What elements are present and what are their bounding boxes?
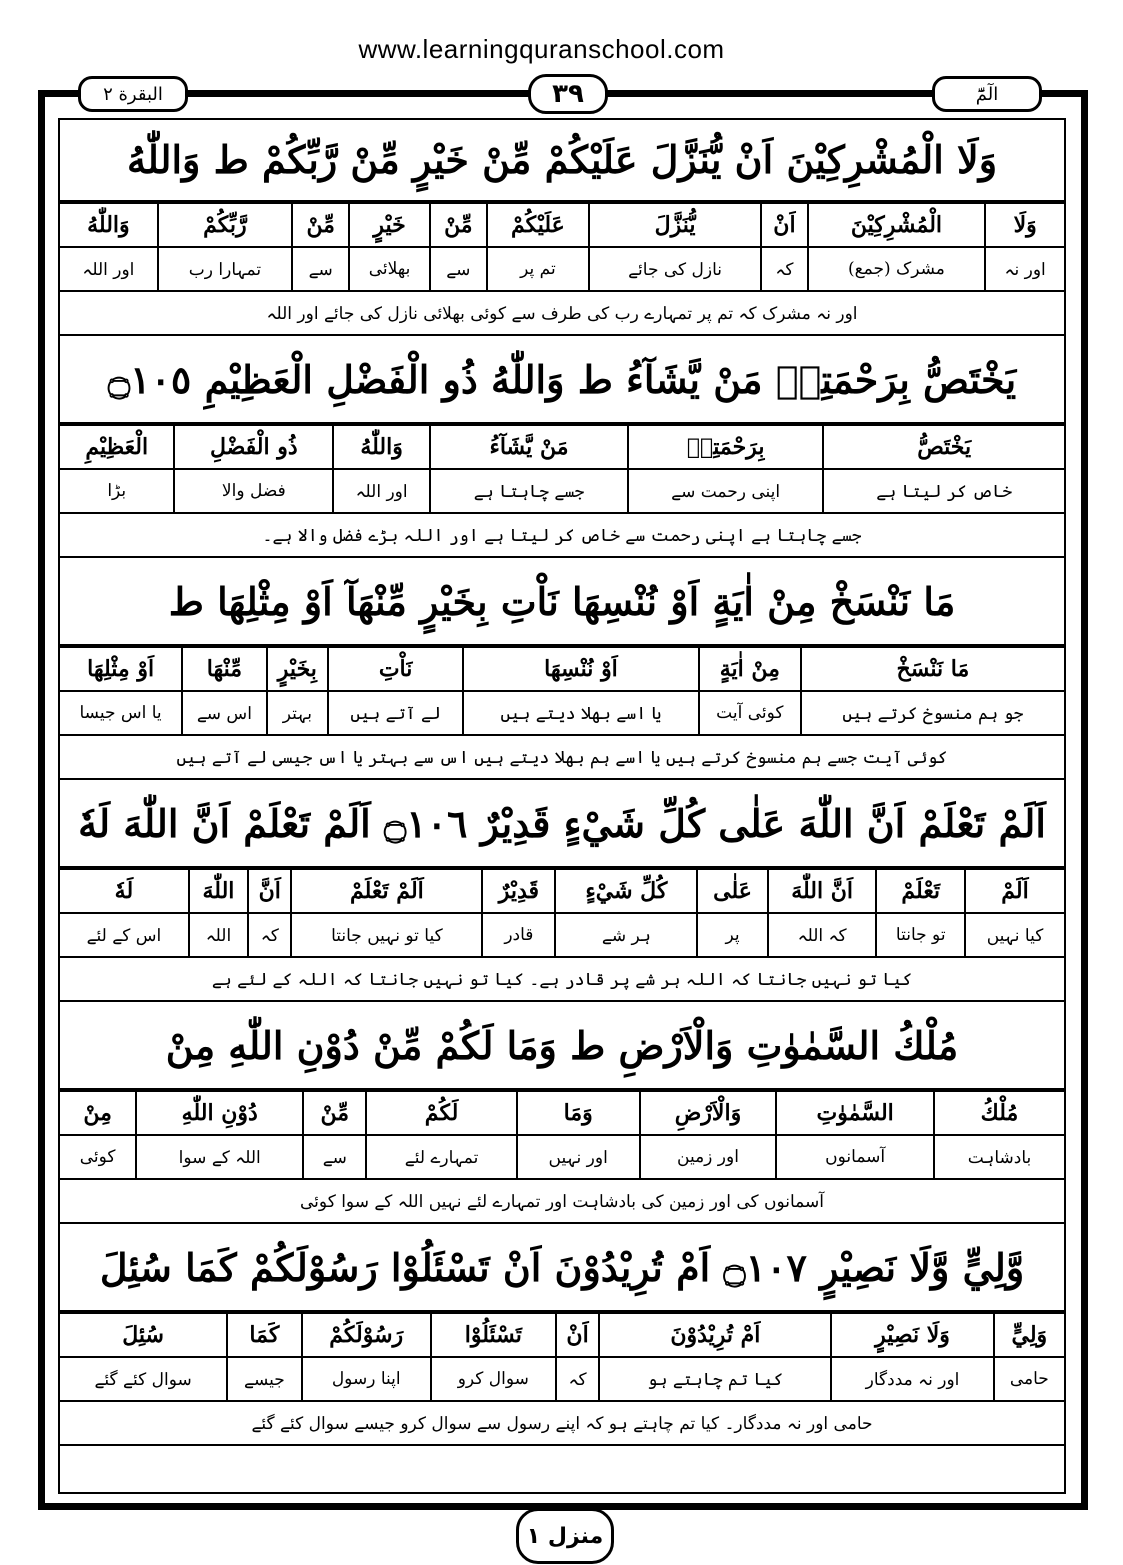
arabic-word: لَكُمْ [366,1091,516,1135]
arabic-word: مِّنْ [292,203,349,247]
urdu-meaning: خاص کر لیتا ہے [823,469,1065,513]
urdu-meaning: اور اللہ [333,469,430,513]
urdu-meaning: بڑا [59,469,174,513]
arabic-word: مَنْ يَّشَآءُ [430,425,628,469]
urdu-meaning: سے [292,247,349,291]
translation-line: آسمانوں کی اور زمین کی بادشاہت اور تمہارے لئے نہیں اللہ کے سوا کوئی [300,1191,824,1212]
arabic-words-row [59,203,1065,247]
urdu-meaning: اس کے لئے [59,913,189,957]
urdu-meaning: یا اسے بھلا دیتے ہیں [463,691,699,735]
urdu-meaning: بہتر [267,691,329,735]
urdu-meaning: اللہ [189,913,248,957]
arabic-words-row [59,1091,1065,1135]
urdu-meaning: اور زمین [640,1135,777,1179]
urdu-meaning: پر [697,913,768,957]
arabic-word: دُوْنِ اللّٰهِ [136,1091,303,1135]
ayah-line: وَّلِيٍّ وَّلَا نَصِيْرٍ ۝١٠٧ اَمْ تُرِيْدُوْنَ اَنْ تَسْئَلُوْا رَسُوْلَكُمْ كَمَا سُئِلَ [58,1224,1066,1312]
verse-section [58,336,1066,558]
arabic-word: تَعْلَمْ [876,869,965,913]
verse-sections [58,118,1066,1446]
urdu-meaning: قادر [482,913,555,957]
urdu-meaning: بھلائی [349,247,429,291]
arabic-word: مَا نَنْسَخْ [801,647,1065,691]
urdu-meaning: فضل والا [174,469,333,513]
arabic-word: اَنْ [556,1313,600,1357]
arabic-word: اَمْ تُرِيْدُوْنَ [599,1313,831,1357]
ayah-line: مَا نَنْسَخْ مِنْ اٰيَةٍ اَوْ نُنْسِهَا نَاْتِ بِخَيْرٍ مِّنْهَآ اَوْ مِثْلِهَا ط [58,558,1066,646]
surah-name-badge: البقرة ٢ [78,76,188,112]
urdu-meaning: یا اس جیسا [59,691,182,735]
arabic-word: كُلِّ شَيْءٍ [555,869,697,913]
urdu-meanings-row [59,1357,1065,1401]
urdu-meaning: کہ [761,247,807,291]
arabic-word: وَالْاَرْضِ [640,1091,777,1135]
arabic-word: نَاْتِ [328,647,463,691]
arabic-word: مِّنْ [303,1091,366,1135]
urdu-meaning: سوال کرو [431,1357,556,1401]
urdu-meaning: اس سے [182,691,266,735]
arabic-word: مِنْ اٰيَةٍ [699,647,801,691]
arabic-word: وَمَا [517,1091,640,1135]
translation-line: اور نہ مشرک کہ تم پر تمہارے رب کی طرف سے کوئی بھلائی نازل کی جائے اور اللہ [266,303,858,324]
word-table [58,424,1066,514]
urdu-meanings-row [59,247,1065,291]
word-table [58,1312,1066,1402]
juz-badge: الٓمّٓ [932,76,1042,112]
arabic-word: مِّنْهَا [182,647,266,691]
urdu-meaning: تمہارے لئے [366,1135,516,1179]
arabic-word: عَلَيْكُمْ [487,203,589,247]
urdu-meaning: سے [303,1135,366,1179]
verse-section [58,118,1066,336]
urdu-meaning: کہ اللہ [768,913,877,957]
arabic-word: خَيْرٍ [349,203,429,247]
manzil-badge: منزل ١ [516,1508,614,1564]
urdu-meanings-row [59,469,1065,513]
arabic-word: السَّمٰوٰتِ [776,1091,934,1135]
arabic-word: وَاللّٰهُ [59,203,158,247]
urdu-meaning: کیا تم چاہتے ہو [599,1357,831,1401]
urdu-meaning: کیا نہیں [965,913,1065,957]
arabic-word: قَدِيْرٌ [482,869,555,913]
arabic-word: عَلٰى [697,869,768,913]
arabic-word: رَسُوْلَكُمْ [302,1313,431,1357]
arabic-words-row [59,425,1065,469]
page-number-badge: ٣٩ [528,74,608,114]
arabic-word: يُّنَزَّلَ [589,203,761,247]
word-table [58,202,1066,292]
verse-section [58,1002,1066,1224]
urdu-meaning: بادشاہت [934,1135,1065,1179]
arabic-word: وَاللّٰهُ [333,425,430,469]
arabic-word: رَّبِّكُمْ [158,203,292,247]
arabic-word: الْعَظِيْمِ [59,425,174,469]
urdu-meaning: آسمانوں [776,1135,934,1179]
arabic-word: اللّٰهَ [189,869,248,913]
word-table [58,1090,1066,1180]
word-table [58,646,1066,736]
urdu-meaning: کوئی آیت [699,691,801,735]
urdu-meaning: لے آتے ہیں [328,691,463,735]
urdu-meaning: کوئی [59,1135,136,1179]
urdu-meaning: تمہارا رب [158,247,292,291]
urdu-meaning: کہ [248,913,291,957]
urdu-meanings-row [59,1135,1065,1179]
urdu-meaning: تم پر [487,247,589,291]
urdu-meaning: سے [430,247,487,291]
verse-section [58,558,1066,780]
site-url: www.learningquranschool.com [358,34,725,64]
urdu-meaning: اپنا رسول [302,1357,431,1401]
arabic-word: اَنَّ اللّٰهَ [768,869,877,913]
arabic-words-row [59,869,1065,913]
urdu-meaning: اپنی رحمت سے [628,469,823,513]
arabic-word: لَهٗ [59,869,189,913]
arabic-word: تَسْئَلُوْا [431,1313,556,1357]
urdu-meaning: جسے چاہتا ہے [430,469,628,513]
arabic-word: مِنْ [59,1091,136,1135]
translation-line: کیا تو نہیں جانتا کہ اللہ ہر شے پر قادر ہے۔ کیا تو نہیں جانتا کہ اللہ کے لئے ہے [211,969,913,990]
arabic-word: اَنْ [761,203,807,247]
arabic-word: وَلَا نَصِيْرٍ [831,1313,993,1357]
ayah-line: اَلَمْ تَعْلَمْ اَنَّ اللّٰهَ عَلٰى كُلِّ شَيْءٍ قَدِيْرٌ ۝١٠٦ اَلَمْ تَعْلَمْ اَنَّ اللّٰهَ لَهٗ [58,780,1066,868]
arabic-word: اَوْ مِثْلِهَا [59,647,182,691]
urdu-meaning: اور نہیں [517,1135,640,1179]
arabic-word: اَلَمْ [965,869,1065,913]
urdu-meaning: مشرک (جمع) [808,247,986,291]
verse-section [58,780,1066,1002]
ayah-line: يَخْتَصُّ بِرَحْمَتِهٖ مَنْ يَّشَآءُ ط وَاللّٰهُ ذُو الْفَضْلِ الْعَظِيْمِ ۝١٠٥ [58,336,1066,424]
urdu-meaning: جو ہم منسوخ کرتے ہیں [801,691,1065,735]
arabic-words-row [59,1313,1065,1357]
urdu-meaning: حامی [994,1357,1065,1401]
arabic-word: اَلَمْ تَعْلَمْ [291,869,482,913]
ayah-line: مُلْكُ السَّمٰوٰتِ وَالْاَرْضِ ط وَمَا لَكُمْ مِّنْ دُوْنِ اللّٰهِ مِنْ [58,1002,1066,1090]
arabic-word: وَلِيٍّ [994,1313,1065,1357]
translation-line: جسے چاہتا ہے اپنی رحمت سے خاص کر لیتا ہے اور اللہ بڑے فضل والا ہے۔ [262,525,862,546]
urdu-meaning: تو جانتا [876,913,965,957]
ayah-line: وَلَا الْمُشْرِكِيْنَ اَنْ يُّنَزَّلَ عَلَيْكُمْ مِّنْ خَيْرٍ مِّنْ رَّبِّكُمْ ط وَاللّٰهُ [58,118,1066,202]
arabic-word: ذُو الْفَضْلِ [174,425,333,469]
arabic-word: اَوْ نُنْسِهَا [463,647,699,691]
urdu-meaning: نازل کی جائے [589,247,761,291]
urdu-meanings-row [59,913,1065,957]
arabic-word: كَمَا [227,1313,301,1357]
arabic-word: اَنَّ [248,869,291,913]
verse-section [58,1224,1066,1446]
urdu-meaning: اور نہ مددگار [831,1357,993,1401]
urdu-meaning: کیا تو نہیں جانتا [291,913,482,957]
arabic-word: سُئِلَ [59,1313,227,1357]
arabic-words-row [59,647,1065,691]
urdu-meaning: سوال کئے گئے [59,1357,227,1401]
arabic-word: مِّنْ [430,203,487,247]
word-table [58,868,1066,958]
arabic-word: مُلْكُ [934,1091,1065,1135]
urdu-meaning: اور اللہ [59,247,158,291]
urdu-meaning: ہر شے [555,913,697,957]
urdu-meaning: کہ [556,1357,600,1401]
urdu-meaning: اور نہ [985,247,1065,291]
arabic-word: بِخَيْرٍ [267,647,329,691]
translation-line: حامی اور نہ مددگار۔ کیا تم چاہتے ہو کہ اپنے رسول سے سوال کرو جیسے سوال کئے گئے [251,1413,873,1434]
translation-line: کوئی آیت جسے ہم منسوخ کرتے ہیں یا اسے ہم بھلا دیتے ہیں اس سے بہتر یا اس جیسی لے آتے ہیں [176,747,948,768]
urdu-meaning: جیسے [227,1357,301,1401]
urdu-meaning: اللہ کے سوا [136,1135,303,1179]
arabic-word: الْمُشْرِكِيْنَ [808,203,986,247]
arabic-word: وَلَا [985,203,1065,247]
urdu-meanings-row [59,691,1065,735]
arabic-word: بِرَحْمَتِهٖ [628,425,823,469]
arabic-word: يَخْتَصُّ [823,425,1065,469]
